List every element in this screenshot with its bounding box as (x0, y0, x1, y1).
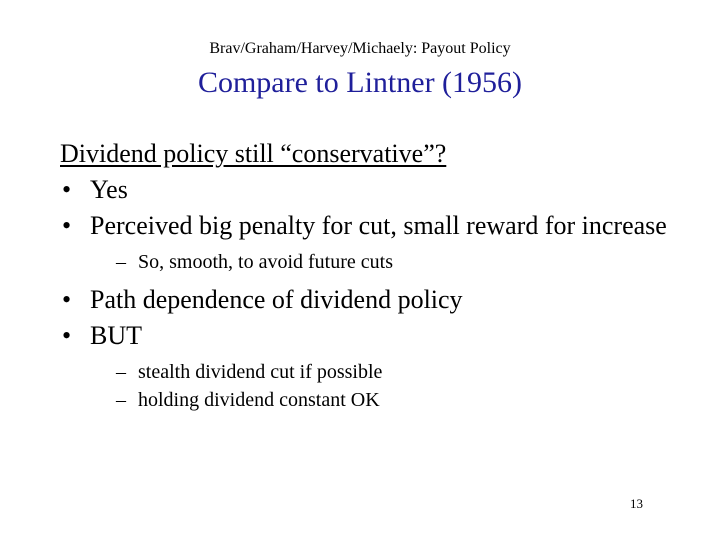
page-number: 13 (630, 496, 643, 511)
bullet-text: Path dependence of dividend policy (90, 285, 463, 314)
sub-bullet-item (116, 248, 680, 276)
bullet-item (60, 172, 680, 208)
sub-bullet-list (116, 358, 680, 414)
bullet-marker: • (62, 321, 72, 350)
dash-marker: – (116, 251, 126, 273)
bullet-marker: • (62, 211, 72, 240)
sub-bullet-item (116, 358, 680, 386)
sub-bullet-item (116, 386, 680, 414)
bullet-item (60, 318, 680, 354)
sub-bullet-text: holding dividend constant OK (138, 389, 380, 411)
sub-bullet-list (116, 248, 680, 276)
sub-bullet-text: stealth dividend cut if possible (138, 361, 383, 383)
bullet-item (60, 282, 680, 318)
bullet-text: Perceived big penalty for cut, small reward for increase (90, 211, 667, 240)
dash-marker: – (116, 389, 126, 411)
sub-bullet-text: So, smooth, to avoid future cuts (138, 251, 393, 273)
bullet-marker: • (62, 285, 72, 314)
slide-title: Compare to Lintner (1956) (197, 66, 523, 99)
dash-marker: – (116, 361, 126, 383)
body-heading: Dividend policy still “conservative”? (60, 139, 447, 168)
bullet-marker: • (62, 175, 72, 204)
bullet-text: BUT (90, 321, 142, 350)
slide-body (60, 136, 680, 420)
bullet-item (60, 208, 680, 244)
bullet-text: Yes (90, 175, 128, 204)
slide-header: Brav/Graham/Harvey/Michaely: Payout Policy (209, 40, 511, 57)
